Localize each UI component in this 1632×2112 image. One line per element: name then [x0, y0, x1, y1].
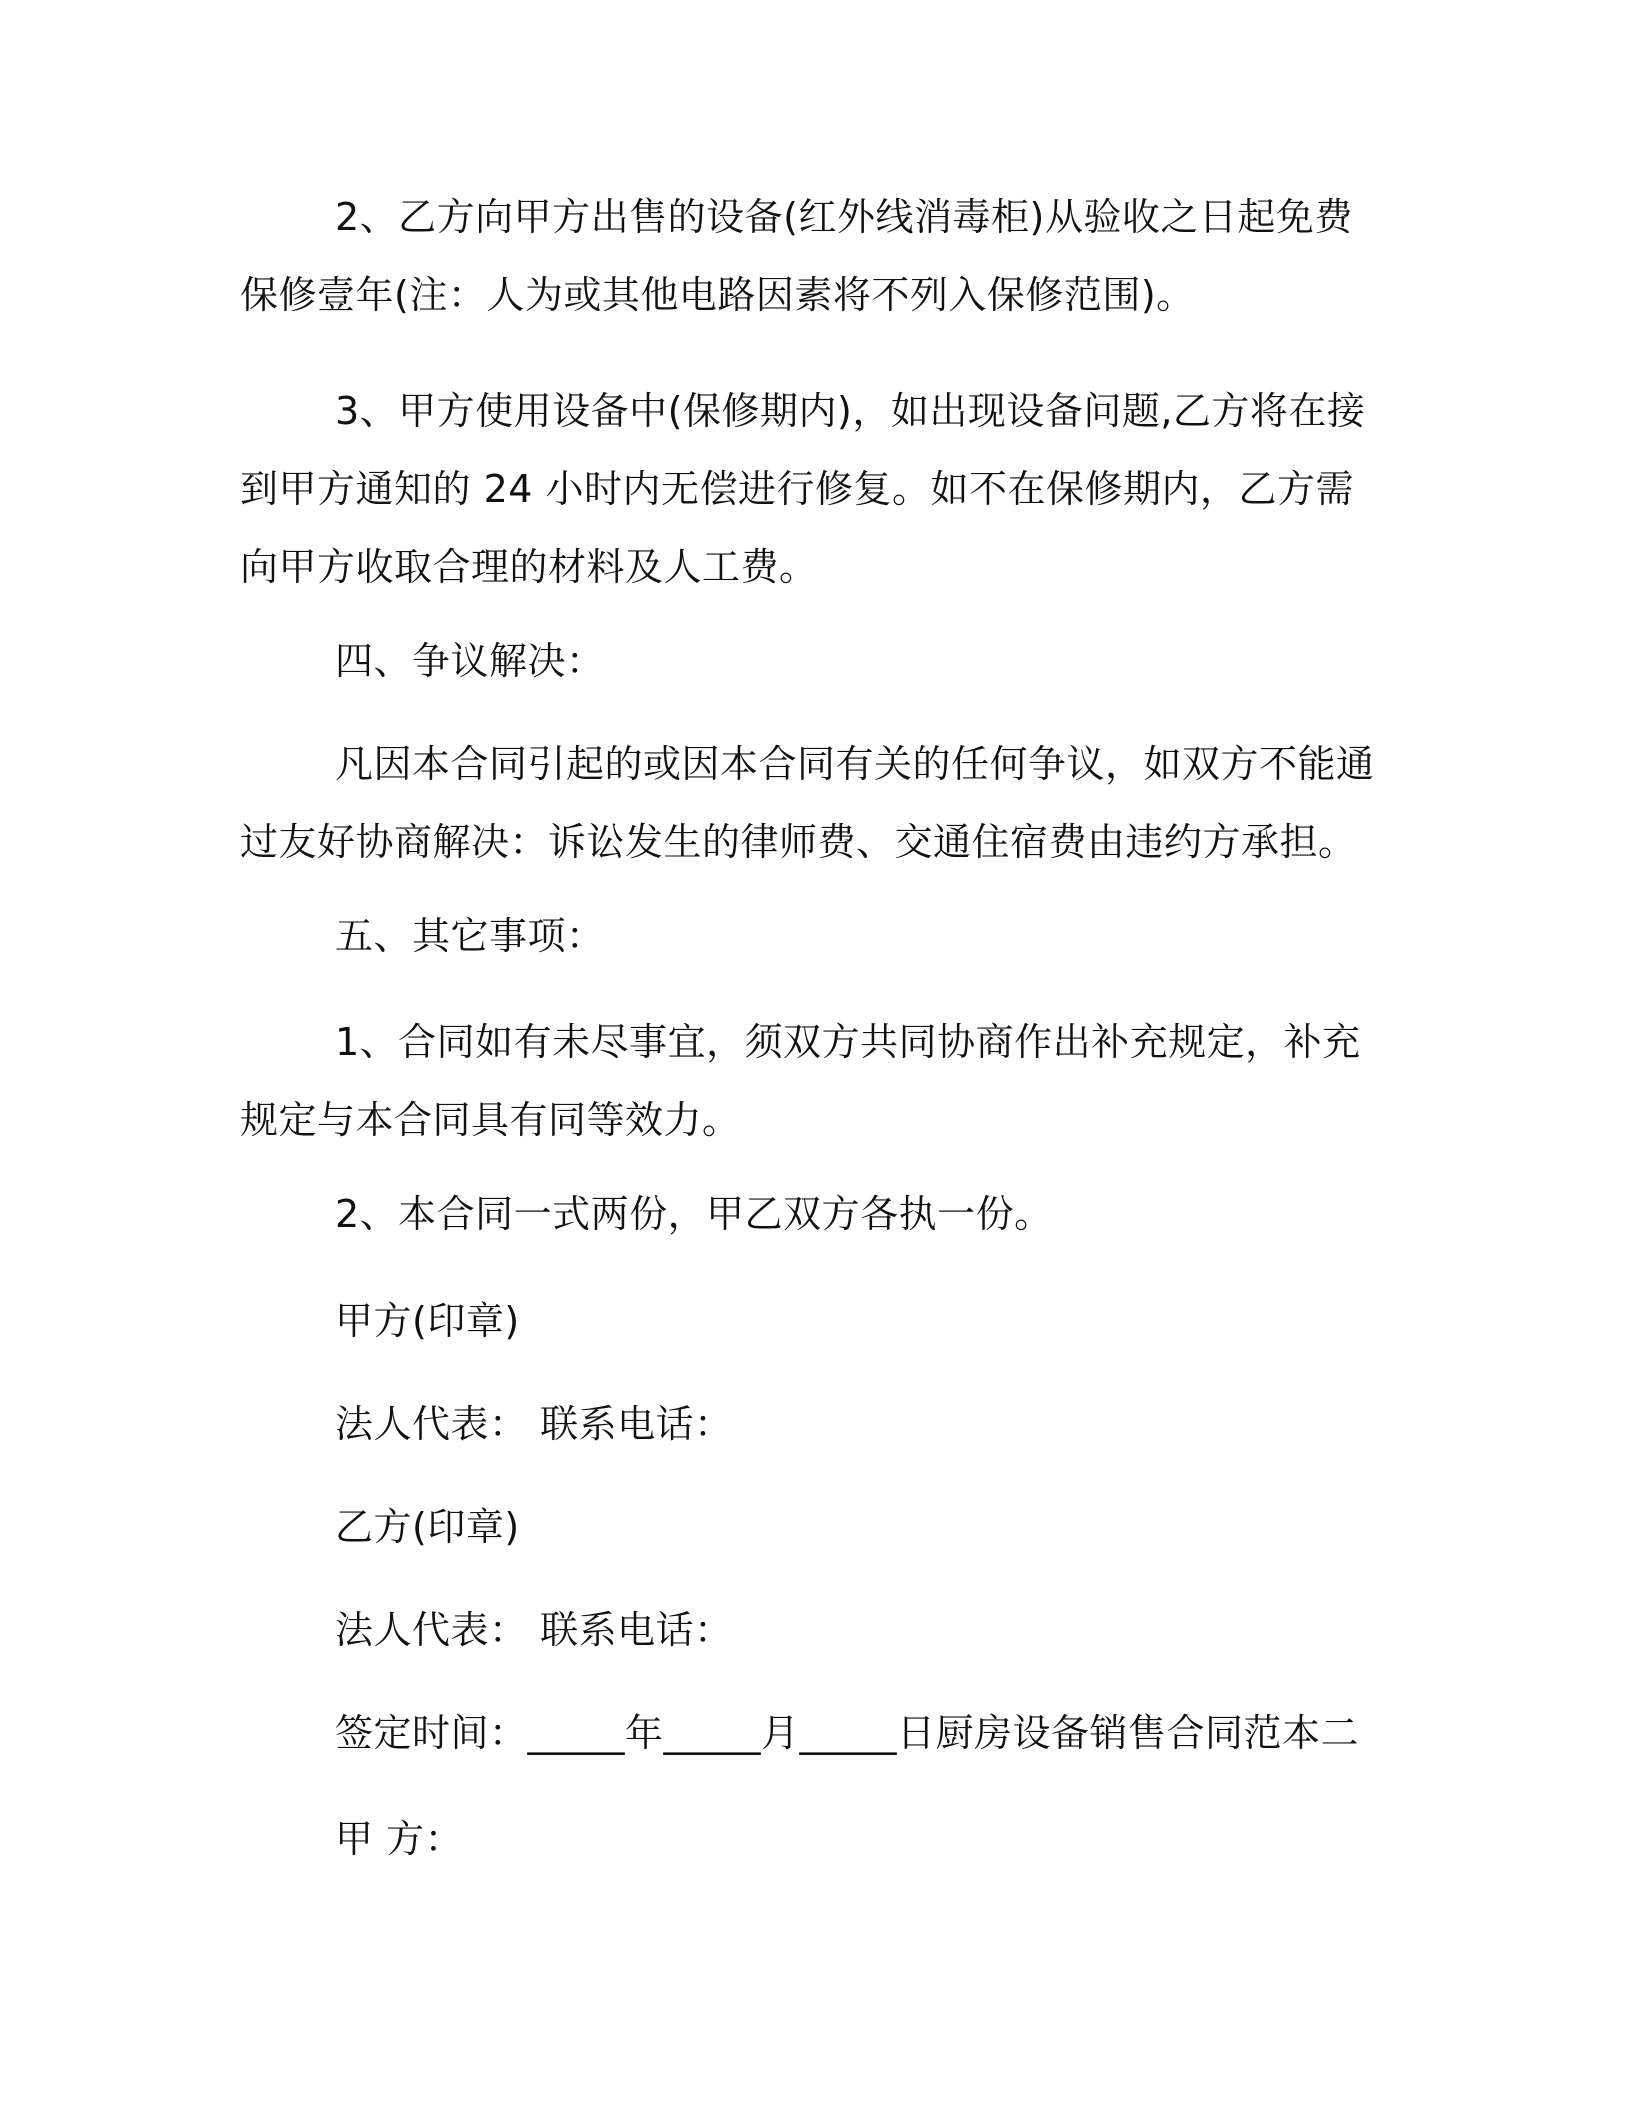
signing-date-line: 签定时间：_____年_____月_____日厨房设备销售合同范本二 — [335, 1711, 1360, 1755]
paragraph-warranty-period: 2、乙方向甲方出售的设备(红外线消毒柜)从验收之日起免费保修壹年(注：人为或其他电路因素将不列入保修范围)。 — [240, 195, 1353, 317]
section-heading-other: 五、其它事项： — [335, 914, 605, 958]
paragraph-repair-terms: 3、甲方使用设备中(保修期内)，如出现设备问题,乙方将在接到甲方通知的 24 小时内无偿进行修复。如不在保修期内，乙方需向甲方收取合理的材料及人工费。 — [240, 389, 1366, 589]
paragraph-copies: 2、本合同一式两份，甲乙双方各执一份。 — [335, 1192, 1053, 1236]
section-heading-dispute: 四、争议解决： — [335, 639, 605, 683]
party-b-representative: 法人代表： 联系电话： — [335, 1608, 733, 1652]
party-b-seal: 乙方(印章) — [335, 1505, 520, 1549]
paragraph-dispute-resolution: 凡因本合同引起的或因本合同有关的任何争议，如双方不能通过友好协商解决：诉讼发生的律师费、交通住宿费由违约方承担。 — [240, 742, 1375, 864]
party-a-representative: 法人代表： 联系电话： — [335, 1402, 733, 1446]
paragraph-supplement: 1、合同如有未尽事宜，须双方共同协商作出补充规定，补充规定与本合同具有同等效力。 — [240, 1020, 1361, 1142]
party-a-seal: 甲方(印章) — [335, 1299, 520, 1343]
party-a-label: 甲 方： — [335, 1817, 464, 1861]
